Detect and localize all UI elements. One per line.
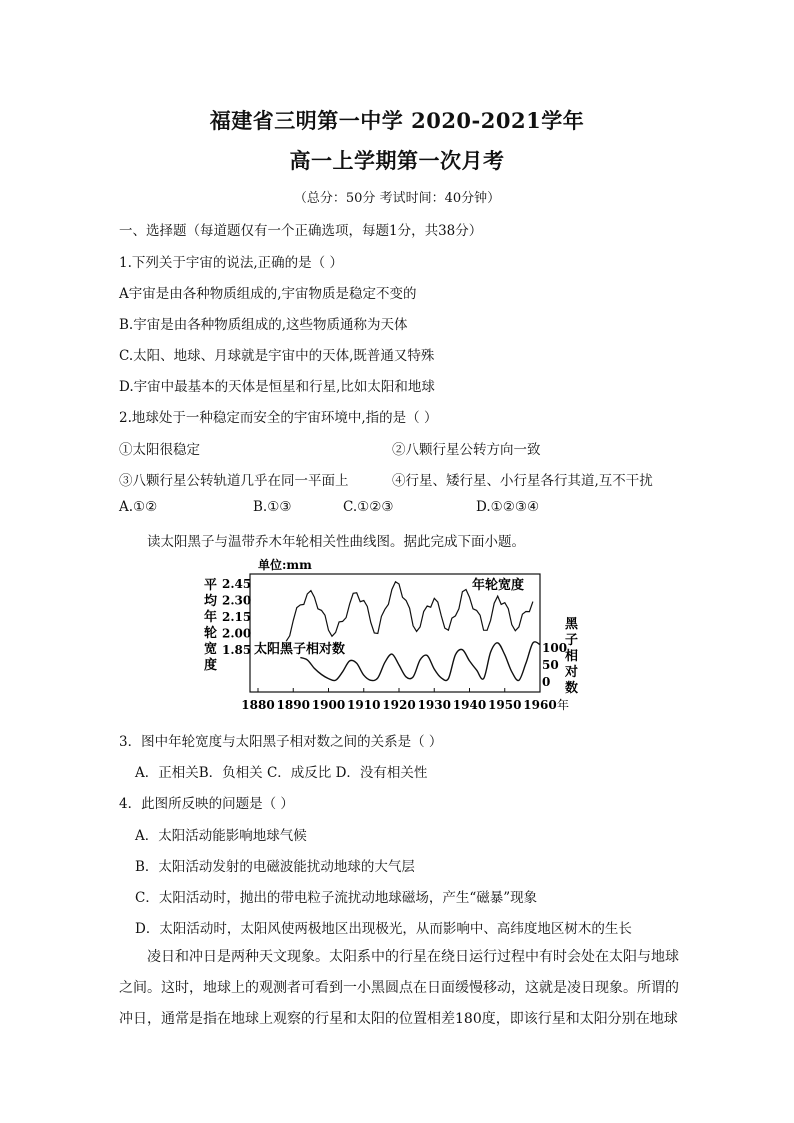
y-right-label-char: 对 [565, 665, 579, 680]
q4-option-c: C．太阳活动时，抛出的带电粒子流扰动地球磁场，产生“磁暴”现象 [135, 890, 538, 906]
passage-line-1: 凌日和冲日是两种天文现象。太阳系中的行星在绕日运行过程中有时会处在太阳与地球 [147, 949, 679, 965]
y-left-tick-label: 2.45 [222, 577, 252, 591]
exam-meta: （总分：50分 考试时间：40分钟） [293, 191, 501, 206]
x-tick-label: 1930 [417, 698, 451, 712]
series-label-sunspot: 太阳黑子相对数 [254, 642, 346, 657]
y-left-axis-label [204, 577, 218, 673]
series-label-tree-ring: 年轮宽度 [472, 578, 525, 593]
q2-choice-b: B.①③ [253, 499, 292, 515]
y-left-tick-label: 1.85 [222, 643, 252, 657]
section-heading: 一、选择题（每道题仅有一个正确选项，每题1分，共38分） [119, 223, 483, 239]
y-left-label-char: 度 [204, 658, 218, 673]
q2-choice-d: D.①②③④ [476, 499, 540, 515]
y-left-tick-label: 2.00 [222, 626, 252, 641]
x-tick-label: 1910 [347, 698, 381, 712]
y-right-tick-label: 100 [542, 641, 568, 655]
q4-stem: 4．此图所反映的问题是（ ） [119, 796, 294, 812]
x-tick-label: 1950 [488, 698, 522, 712]
q1-stem: 1.下列关于宇宙的说法,正确的是（ ） [119, 255, 343, 271]
y-right-ticks [542, 641, 567, 689]
page-title: 福建省三明第一中学 2020-2021学年 [209, 108, 585, 133]
y-left-label-char: 均 [204, 594, 218, 609]
y-right-tick-label: 0 [542, 675, 551, 689]
y-right-label-char: 数 [565, 681, 579, 696]
x-tick-label: 1920 [382, 698, 416, 712]
passage-line-3: 冲日，通常是指在地球上观察的行星和太阳的位置相差180度，即该行星和太阳分别在地球 [119, 1011, 678, 1027]
x-tick-label: 1880 [241, 698, 275, 712]
x-tick-label: 1890 [276, 698, 310, 712]
q3-stem: 3．图中年轮宽度与太阳黑子相对数之间的关系是（ ） [119, 734, 443, 750]
q2-choice-a: A.①② [119, 499, 158, 515]
q3-options: A．正相关B．负相关 C．成反比 D．没有相关性 [135, 765, 428, 781]
y-left-label-char: 轮 [204, 626, 218, 641]
passage-line-2: 之间。这时，地球上的观测者可看到一小黑圆点在日面缓慢移动，这就是凌日现象。所谓的 [119, 980, 679, 996]
q2-stem: 2.地球处于一种稳定而安全的宇宙环境中,指的是（ ） [119, 410, 438, 426]
sunspot-treering-chart [196, 552, 596, 720]
q2-item-3: ③八颗行星公转轨道几乎在同一平面上 [119, 473, 349, 489]
y-left-label-char: 平 [204, 578, 218, 593]
y-right-axis-label [564, 617, 579, 696]
y-left-tick-label: 2.30 [222, 593, 252, 608]
q2-item-2: ②八颗行星公转方向一致 [392, 442, 541, 458]
q2-choice-c: C.①②③ [343, 499, 394, 515]
y-right-label-char: 黑 [565, 617, 579, 632]
chart-unit-label: 单位:mm [258, 558, 312, 572]
y-left-tick-label: 2.15 [222, 610, 252, 624]
q4-option-b: B．太阳活动发射的电磁波能扰动地球的大气层 [135, 859, 415, 875]
y-left-label-char: 宽 [204, 642, 218, 657]
y-right-label-char: 相 [565, 649, 579, 664]
y-left-label-char: 年 [204, 610, 218, 625]
q1-option-b: B.宇宙是由各种物质组成的,这些物质通称为天体 [119, 317, 408, 333]
q1-option-d: D.宇宙中最基本的天体是恒星和行星,比如太阳和地球 [119, 379, 435, 395]
y-left-ticks [222, 577, 251, 657]
q2-item-4: ④行星、矮行星、小行星各行其道,互不干扰 [392, 473, 653, 489]
q1-option-a: A宇宙是由各种物质组成的,宇宙物质是稳定不变的 [119, 286, 417, 302]
q4-option-d: D．太阳活动时，太阳风使两极地区出现极光，从而影响中、高纬度地区树木的生长 [135, 921, 632, 937]
x-unit-label: 年 [557, 698, 570, 712]
x-tick-label: 1940 [452, 698, 487, 712]
q1-option-c: C.太阳、地球、月球就是宇宙中的天体,既普通又特殊 [119, 348, 435, 364]
q4-option-a: A．太阳活动能影响地球气候 [135, 828, 307, 844]
x-tick-label: 1900 [311, 698, 346, 712]
y-right-tick-label: 50 [542, 658, 559, 672]
y-right-label-char: 子 [565, 633, 579, 648]
chart-intro: 读太阳黑子与温带乔木年轮相关性曲线图。据此完成下面小题。 [147, 534, 525, 550]
page-subtitle: 高一上学期第一次月考 [289, 148, 505, 173]
x-tick-label: 1960 [523, 698, 557, 712]
q2-item-1: ①太阳很稳定 [119, 442, 200, 458]
